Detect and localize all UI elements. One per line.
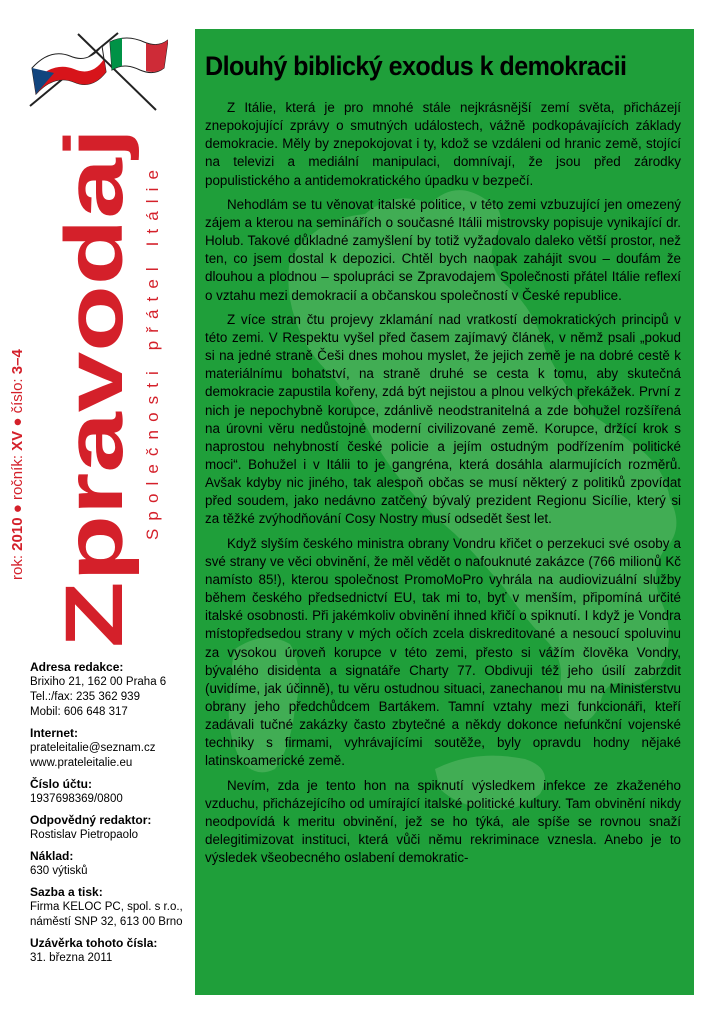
article-body [205,99,681,873]
issue-line [9,349,26,580]
year-value: 2010 [9,517,26,551]
colophon-value: Rostislav Pietropaolo [30,829,139,841]
bullet: ● [9,500,26,514]
issue-value: 3–4 [9,349,26,375]
czech-flag-icon [30,33,118,106]
colophon-value: 1937698369/0800 [30,793,123,805]
volume-value: XV [9,430,26,451]
colophon-internet [30,726,190,771]
colophon-label: Uzávěrka tohoto čísla: [30,936,158,950]
colophon-label: Internet: [30,726,78,740]
masthead-title: Zpravodaj [49,256,140,648]
issue-label: číslo: [9,378,26,414]
colophon-value: Brixiho 21, 162 00 Praha 6 Tel.:/fax: 235 362 939 Mobil: 606 648 317 [30,676,167,718]
colophon-account [30,777,190,807]
volume-label: ročník: [9,455,26,501]
colophon-printing [30,885,190,930]
article-paragraph: Z Itálie, která je pro mnohé stále nejkrásnější zemí světa, přicházejí znepokojující zprávy o smutných událostech, vážně podkopávajících základy demokracie. Měly by znepokojovat i ty, kdož se vzdáleni od hranic země, stojící na televizi a mediální manipulaci, domnívají, že jsou před zárodky populistického a antidemokratického úpadku v bezpečí. [205,100,681,188]
colophon-deadline [30,936,190,966]
flags-logo [18,28,168,118]
article-paragraph: Nehodlám se tu věnovat italské politice, v této zemi vzbuzující jen omezený zájem a kterou na seminářích o současné Itálii mistrovsky popisuje vynikající dr. Holub. Takové důkladné zamyšlení by totiž vyžadovalo daleko větší prostor, než ten, co jsem dostal k depozici. Chtěl bych naopak zahájit svou – doufám že dlouhou a plodnou – spolupráci se Zpravodajem Společnosti přátel Itálie reflexí o vztahu mezi demokracií a občanskou společností v České republice. [205,196,681,303]
year-label: rok: [9,554,26,580]
article-paragraph: Z více stran čtu projevy zklamání nad vratkostí demokratických principů v této zemi. V Respektu vyšel před časem zajímavý článek, v němž psali „pokud si na jedné straně Češi dnes mohou myslet, že jejich země je na dobré cestě k materiálnímu bohatství, na straně druhé se cesta k tomu, aby skutečná demokracie zapustila kořeny, zdá být nejistou a plnou velkých překážek. První z nich je nepochybně korupce, zdánlivě neodstranitelná a zde bohužel rozšířená na úrovni věru nedůstojné moderní civilizované země. Korupce, držící krok s naprostou nehybností české policie a jejím ostudným podřízením politické moci“. Bohužel i v Itálii to je gangréna, která dosáhla alarmujících rozměrů. Avšak kdyby nic jiného, tak alespoň občas se musí některý z politiků zpovídat před soudem, jako nedávno zatčený bývalý prezident Regionu Sicílie, který si za těžké zvýhodňování Cosy Nostry musí odsedět šest let. [205,311,681,527]
colophon-value: 31. března 2011 [30,952,113,964]
colophon-value[interactable]: prateleitalie@seznam.cz www.prateleitalie.eu [30,742,156,769]
colophon [30,660,190,972]
colophon-editor [30,813,190,843]
masthead-subtitle: Společnosti přátel Itálie [143,169,162,540]
colophon-label: Sazba a tisk: [30,885,103,899]
colophon-label: Číslo účtu: [30,777,92,791]
colophon-value: Firma KELOC PC, spol. s r.o., náměstí SNP 32, 613 00 Brno [30,901,183,928]
article-title: Dlouhý biblický exodus k demokracii [205,51,627,81]
masthead [0,110,195,650]
colophon-label: Náklad: [30,849,74,863]
colophon-label: Odpovědný redaktor: [30,813,152,827]
colophon-label: Adresa redakce: [30,660,124,674]
article-paragraph: Nevím, zda je tento hon na spiknutí výsledkem infekce ze zkaženého vzduchu, přicházejícího od umírající italské politické kultury. Tam obvinění nikdy neodpovídá k meritu obvinění, jež se ho týká, ale spíše se rovnou snaží delegitimizovat instituci, která vůči němu rekriminace vznesla. Anebo je to výsledek všeobecného oslabení demokratic- [205,777,681,866]
article-paragraph: Když slyším českého ministra obrany Vondru křičet o perzekuci své osoby a své strany ve věci obvinění, že měl vědět o nafouknuté zakázce (766 milionů Kč namísto 85!), kterou společnost PromoMoPro vyhrála na audiovizuální služby během českého předsednictví EU, tak mi to, byť v menším, připomíná určité italské osobnosti. Při jakémkoliv obvinění ihned křičí o spiknutí. I když je Vondra místopředsedou strany v mých očích zcela diskreditované a nesoucí spoluvinu za vysokou úroveň korupce v této zemi, přesto si vážím člověka Vondry, bývalého disidenta a signatáře Charty 77. Obdivuji též jeho úsilí zabrzdit (uvidíme, jak účinně), tu věru ostudnou situaci, zanechanou mu na Ministerstvu obrany jeho předchůdcem Bartákem. Tamní vztahy mezi funkcionáři, kteří zadávali tučné zakázky často zbytečné a někdy dokonce nefunkční vojenské techniky s firmami, vyhrávajícími soutěže, byly opravdu hodny nějaké latinskoamerické země. [205,535,681,769]
colophon-circulation [30,849,190,879]
article-panel [195,29,694,995]
bullet: ● [9,413,26,427]
colophon-value: 630 výtisků [30,865,88,877]
colophon-address [30,660,190,720]
